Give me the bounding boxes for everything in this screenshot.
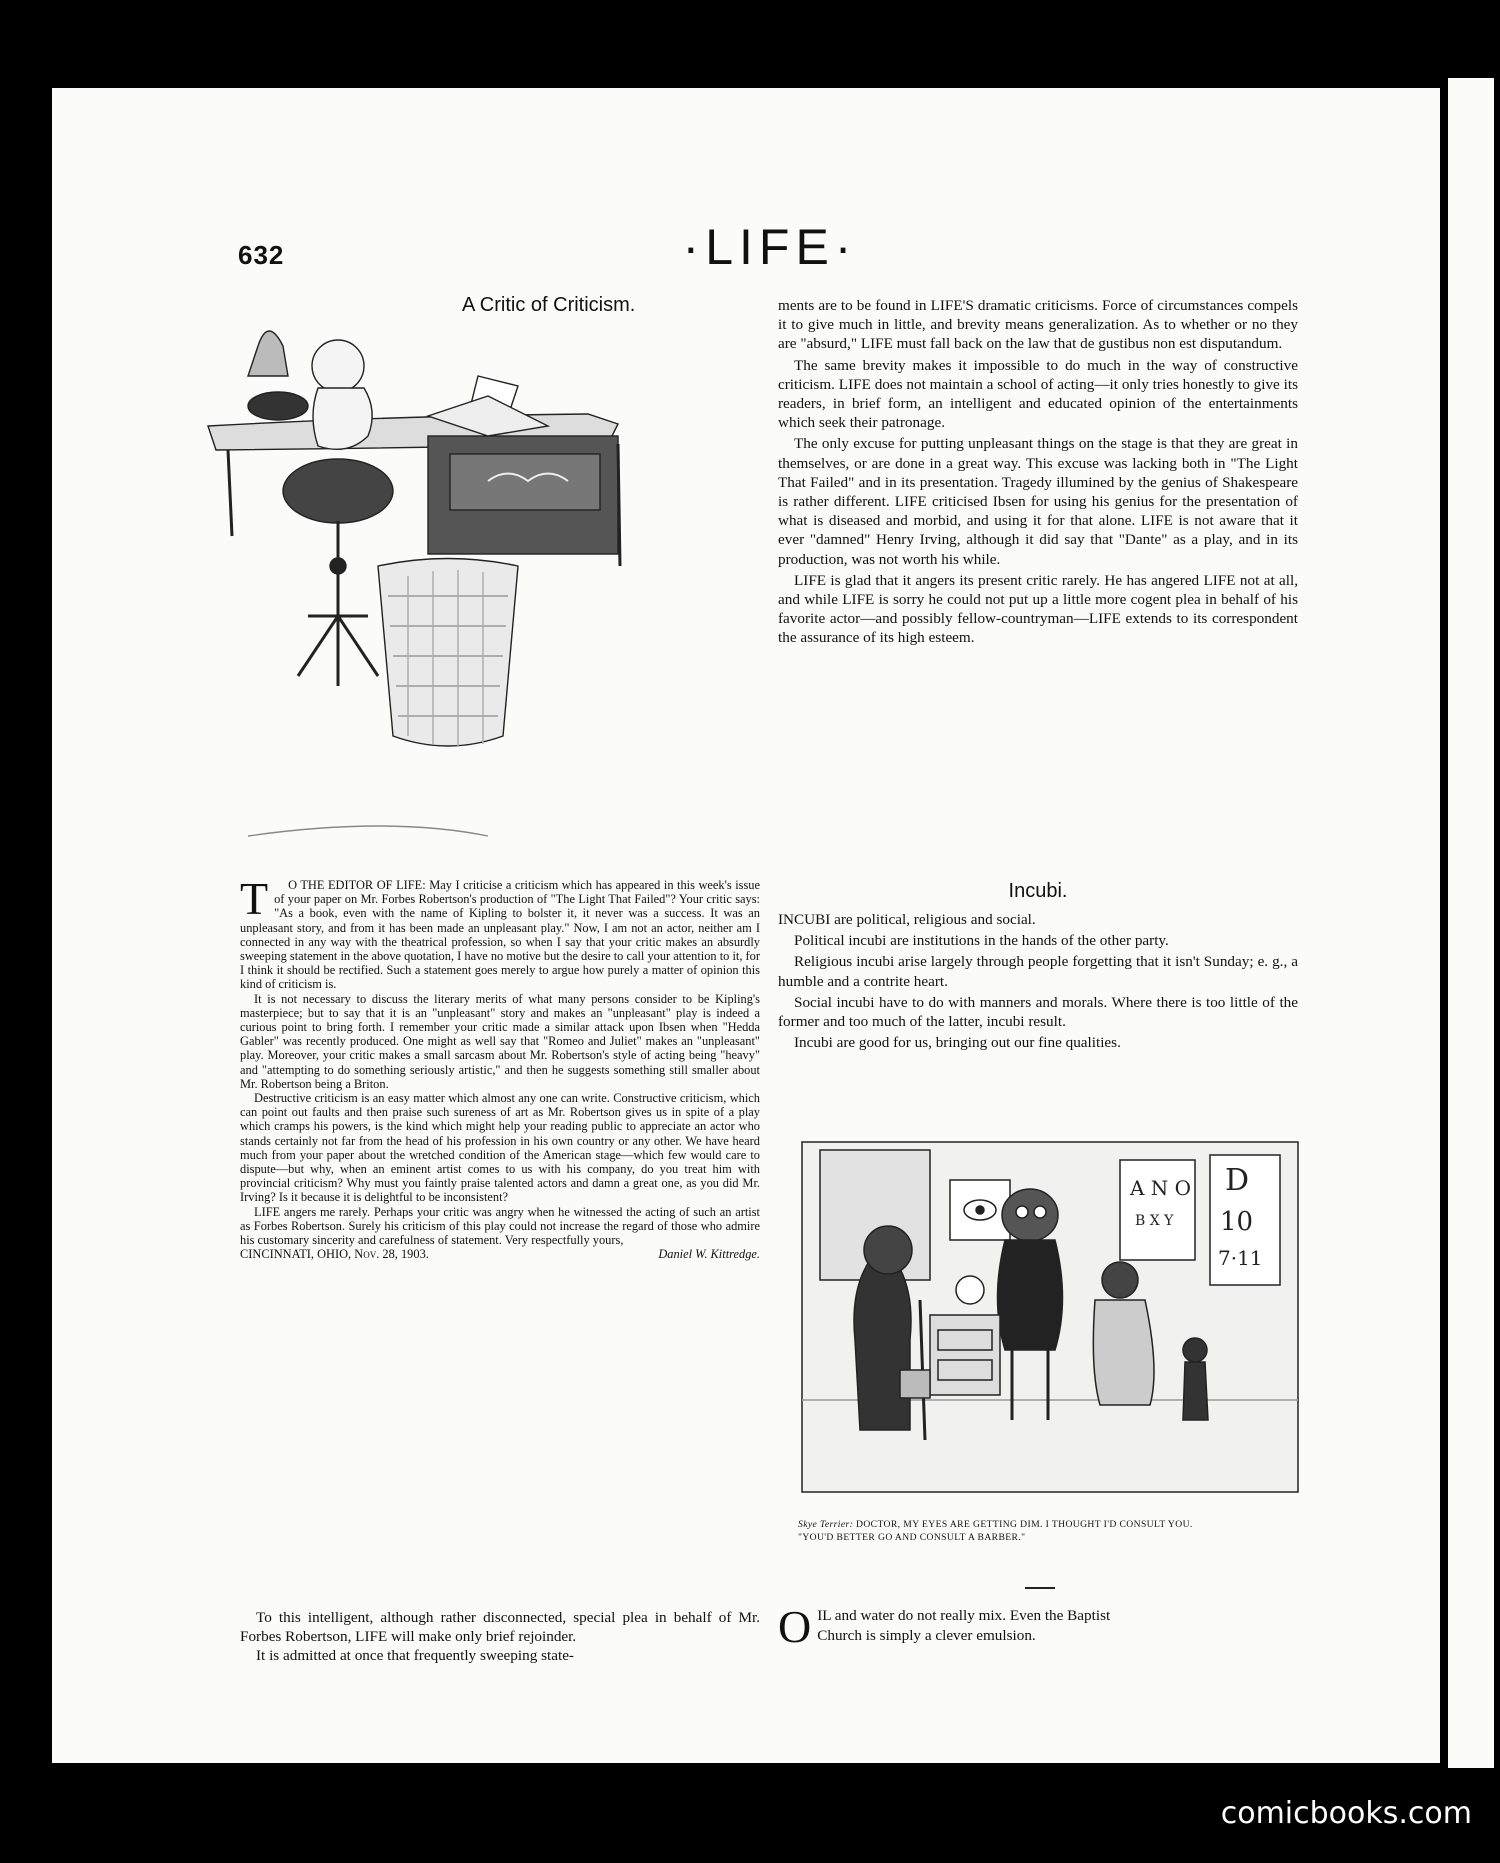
- eye-chart-letters-2: B X Y: [1135, 1213, 1174, 1229]
- doctor-cartoon: [800, 1140, 1300, 1495]
- letter-signoff: [240, 1247, 760, 1261]
- caption-speaker: Skye Terrier:: [798, 1519, 854, 1530]
- letter-to-editor: [240, 873, 760, 1262]
- reply-continued: [778, 296, 1298, 650]
- calendar-number: 10: [1220, 1207, 1254, 1237]
- letter-signature: Daniel W. Kittredge.: [658, 1247, 760, 1262]
- letter-place-date: CINCINNATI, OHIO, Nov. 28, 1903.: [240, 1247, 429, 1262]
- eye-chart-letters: A N O: [1130, 1176, 1192, 1200]
- editor-reply: [240, 1608, 760, 1665]
- caption-line-2: "YOU'D BETTER GO AND CONSULT A BARBER.": [798, 1532, 1026, 1543]
- incubi-paragraph: Political incubi are institutions in the hands of the other party.: [794, 932, 1169, 950]
- reply-paragraph: To this intelligent, although rather disconnected, special plea in behalf of Mr. Forbes Robertson, LIFE will make only brief rejoinder.: [240, 1609, 760, 1645]
- letter-drop-cap: T: [240, 873, 269, 924]
- incubi-heading: Incubi.: [1008, 880, 1068, 902]
- page-number: 632: [238, 240, 285, 270]
- next-page-edge: [1448, 78, 1494, 1768]
- reply-continued-paragraph: The same brevity makes it impossible to do much in the way of constructive criticism. LIFE does not maintain a school of acting—it only tries honestly to give its readers, in brief form, an intelligent and educated opinion of the entertainments which seek their patronage.: [778, 356, 1298, 432]
- incubi-article: [778, 910, 1298, 1054]
- masthead: ·LIFE·: [682, 219, 858, 275]
- reply-paragraph: It is admitted at once that frequently sweeping state-: [256, 1647, 574, 1664]
- letter-paragraph: O THE EDITOR OF LIFE: May I criticise a criticism which has appeared in this week's issue of your paper on Mr. Forbes Robertson's production of "The Light That Failed"? Your critic says: "As a book, even with the name of Kipling to bolster it, it never was a success. It was an unpleasant story, and from it has been made an unpleasant play." Now, I am not an actor, neither am I connected in any way with the theatrical profession, so when I say that your critic makes an absurdly sweeping statement in the above quotation, I have no motive but the desire to call your attention to it, for I think it should be rectified. Such a statement goes merely to argue how purely a matter of opinion this kind of criticism is.: [240, 878, 760, 992]
- incubi-paragraph: INCUBI are political, religious and social.: [778, 911, 1036, 928]
- critic-heading: A Critic of Criticism.: [462, 294, 636, 316]
- incubi-paragraph: Incubi are good for us, bringing out our fine qualities.: [794, 1034, 1121, 1052]
- letter-paragraph: LIFE angers me rarely. Perhaps your critic was angry when he witnessed the acting of such an artist as Forbes Robertson. Surely his criticism of this play could not increase the regard of those who admire his customary sincerity and carefulness of statement. Very respectfully yours,: [240, 1204, 760, 1248]
- critic-illustration: [188, 316, 758, 856]
- incubi-paragraph: Social incubi have to do with manners and morals. Where there is too little of the former and too much of the latter, incubi result.: [778, 993, 1298, 1031]
- oil-line-2: Church is simply a clever emulsion.: [817, 1627, 1036, 1644]
- caption-line-1: DOCTOR, MY EYES ARE GETTING DIM. I THOUGHT I'D CONSULT YOU.: [856, 1519, 1193, 1530]
- calendar-letter: D: [1225, 1163, 1250, 1198]
- reply-continued-paragraph: The only excuse for putting unpleasant things on the stage is that they are great in themselves, or are done in a great way. This excuse was lacking both in "The Light That Failed" and in its presentation. Tragedy illumined by the genius of Shakespeare is rather different. LIFE criticised Ibsen for using his genius for the presentation of what is diseased and morbid, and using it for that alone. LIFE is not aware that it ever "damned" Henry Irving, although it did say that "Dante" as a play, and in its production, was not worth his while.: [778, 435, 1298, 568]
- letter-paragraph: It is not necessary to discuss the literary merits of what many persons consider to be Kipling's masterpiece; but to say that it is an "unpleasant" story and makes an "unpleasant" play is indeed a curious point to bring forth. I remember your critic made a similar attack upon Ibsen when "Hedda Gabler" was recently produced. One might as well say that "Romeo and Juliet" makes an "unpleasant" play. Moreover, your critic makes a small sarcasm about Mr. Robertson's style of acting being "heavy" and "attempting to do something seriously artistic," and then he suggests something still smaller about Mr. Robertson being a Briton.: [240, 991, 760, 1091]
- incubi-paragraph: Religious incubi arise largely through people forgetting that it isn't Sunday; e. g., a humble and a contrite heart.: [778, 953, 1298, 990]
- calendar-number-2: 7·11: [1218, 1246, 1263, 1270]
- oil-drop-cap: O: [778, 1601, 812, 1652]
- oil-line-1: IL and water do not really mix. Even the Baptist: [817, 1607, 1111, 1624]
- reply-continued-paragraph: ments are to be found in LIFE'S dramatic criticisms. Force of circumstances compels it to give much in little, and brevity means generalization. As to whether or no they are "absurd," LIFE must fall back on the law that de gustibus non est disputandum.: [778, 297, 1298, 353]
- cartoon-caption: [798, 1518, 1300, 1544]
- reply-continued-paragraph: LIFE is glad that it angers its present critic rarely. He has angered LIFE not at all, and while LIFE is sorry he could not put up a little more cogent plea in behalf of his favorite actor—and possibly fellow-countryman—LIFE extends to its correspondent the assurance of its high esteem.: [778, 571, 1298, 647]
- letter-paragraph: Destructive criticism is an easy matter which almost any one can write. Constructive criticism, which can point out faults and then praise such sureness of art as Mr. Robertson gives us in spite of a play which cramps his powers, is the kind which might help your reading public to appreciate an actor who stands certainly not far from the head of his profession in his own country or any other. We have heard much from your paper about the wretched condition of the American stage—which few would care to dispute—but why, when an eminent artist comes to us with his company, do you treat him with provincial criticism? Why must you faintly praise talented actors and damn a great one, as you did Mr. Irving? Is it because it is delightful to be inconsistent?: [240, 1091, 760, 1205]
- oil-and-water-item: [778, 1601, 1298, 1652]
- watermark: comicbooks.com: [1220, 1796, 1472, 1831]
- section-divider: [1025, 1587, 1055, 1589]
